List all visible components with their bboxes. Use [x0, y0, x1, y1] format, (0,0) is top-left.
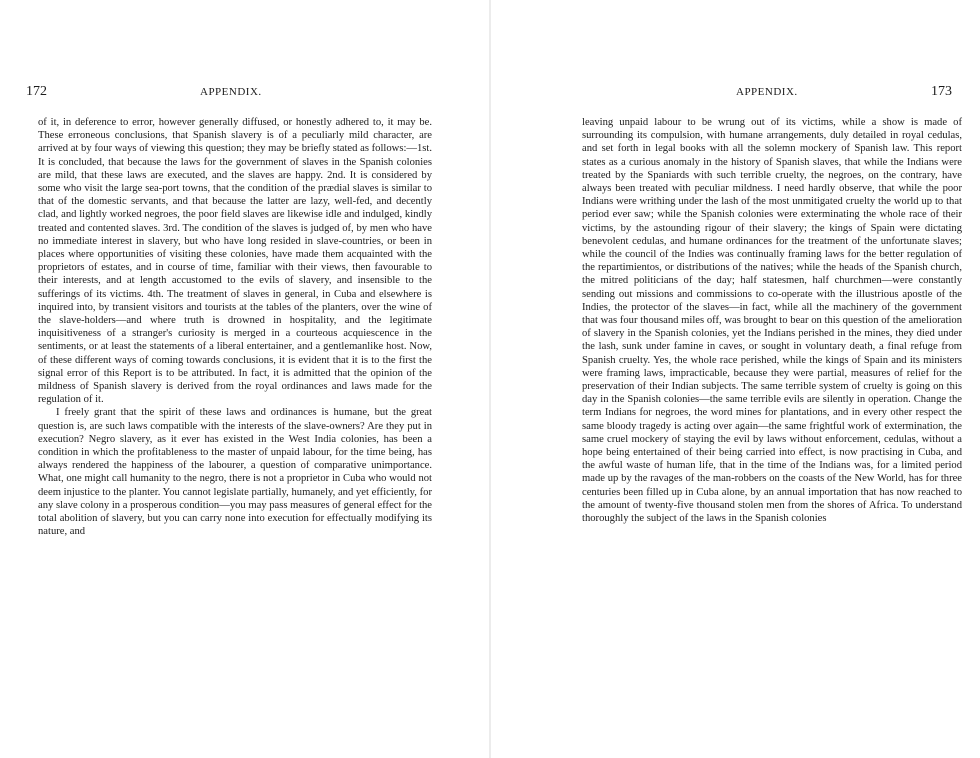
- page-body: [582, 116, 962, 525]
- right-page: [490, 0, 980, 758]
- paragraph: leaving unpaid labour to be wrung out of its victims, while a show is made of surrounding its compulsion, with humane arrangements, duly detailed in royal cedulas, and set forth in legal books with all the solemn mockery of Spanish law. This report states as a curious anomaly in the history of Spanish slaves, that while the Indians were treated by the Spaniards with such terrible cruelty, the negroes, on the contrary, have always been treated with peculiar mildness. I need hardly observe, that while the poor Indians were writhing under the lash of the most unmitigated cruelty the world up to that period ever saw; while the Spanish colonies were exterminating the whole race of their victims, by the astounding rigour of their slavery; the kings of Spain were dictating benevolent cedulas, and humane ordinances for the treatment of the unfortunate slaves; while the council of the Indies was continually framing laws for the better regulation of the repartimientos, or distributions of the natives; while the heads of the Spanish church, the mitred politicians of the day; half statesmen, half churchmen—were constantly sending out missions and commissions to co-operate with the illustrious apostle of the Indies, the protector of the slaves—in fact, while all the machinery of the government that was four thousand miles off, was brought to bear on this question of the amelioration of slavery in the Spanish colonies, yet the Indians perished in the mines, they died under the lash, sunk under famine in caves, or sought in voluntary death, a final refuge from Spanish cruelty. Yes, the whole race perished, while the kings of Spain and its ministers were framing laws, impracticable, because they were partial, measures of relief for the preservation of their Indian subjects. The same terrible system of cruelty is going on this day in the Spanish colonies—the same terrible evils are silently in operation. Change the term Indians for negroes, the word mines for plantations, and in every other respect the same bloody tragedy is acting over again—the same frightful work of extermination, the same cruel mockery of staying the evil by laws without enforcement, cedulas, without a hope being entertained of their being carried into effect, is now practising in Cuba, and the awful waste of human life, that in the time of the Indians was, for a limited period made up by the ravages of the man-robbers on the coasts of the New World, has for three centuries been filled up in Cuba alone, by an annual importation that has now reached to the amount of twenty-five thousand stolen men from the shores of Africa. To understand thoroughly the subject of the laws in the Spanish colonies: [582, 117, 962, 525]
- page-number: 173: [931, 84, 952, 99]
- running-header: APPENDIX.: [736, 86, 798, 98]
- page-body: [38, 116, 432, 539]
- paragraph: of it, in deference to error, however generally diffused, or honestly adhered to, it may be. These erroneous conclusions, that Spanish slavery is of a peculiarly mild character, are arrived at by four ways of viewing this question; they may be briefly stated as follows:—1st. It is concluded, that because the laws for the government of slaves in the Spanish colonies are mild, that these laws are executed, and the slaves are happy. 2nd. It is considered by some who visit the large sea-port towns, that the condition of the prædial slaves is similar to that of the domestic servants, and that because the latter are lazy, well-fed, and decently clad, and lightly worked negroes, the poor field slaves are likewise idle and indulged, kindly treated and contented slaves. 3rd. The condition of the slaves is judged of, by men who have no immediate interest in slavery, but who have long resided in slave-countries, or been in places where opportunities of visiting these colonies, have made them acquainted with the proprietors of estates, and in course of time, familiar with their views, then favourable to their interests, and at length accustomed to the evils of slavery, and insensible to the sufferings of its victims. 4th. The treatment of slaves in general, in Cuba and elsewhere is inquired into, by transient visitors and tourists at the tables of the planters, over the wine of the slave-holders—and where truth is drowned in hospitality, and the legitimate inquisitiveness of a stranger's curiosity is merged in a courteous acquiescence in the sentiments, or at least the statements of a liberal entertainer, and a gentlemanlike host. Now, of these different ways of coming towards conclusions, it is evident that it is to the first the signal error of this Report is to be attributed. In fact, it is admitted that the opinion of the mildness of Spanish slavery is derived from the royal ordinances and laws made for the regulation of it.: [38, 117, 432, 406]
- page-number: 172: [26, 84, 47, 99]
- running-header: APPENDIX.: [200, 86, 262, 98]
- paragraph: I freely grant that the spirit of these laws and ordinances is humane, but the great question is, are such laws compatible with the interests of the slave-owners? Are they put in execution? Negro slavery, as it ever has existed in the West India colonies, has been a condition in which the profitableness to the master of unpaid labour, for the time being, has always rendered the happiness of the labourer, a question of comparative unimportance. What, one might call humanity to the negro, there is not a proprietor in Cuba who would not deem injustice to the planter. You cannot legislate partially, humanely, and yet efficiently, for any slave colony in a prosperous condition—you may pass measures of general effect for the total abolition of slavery, but you can carry none into execution for effectually modifying its nature, and: [38, 407, 433, 538]
